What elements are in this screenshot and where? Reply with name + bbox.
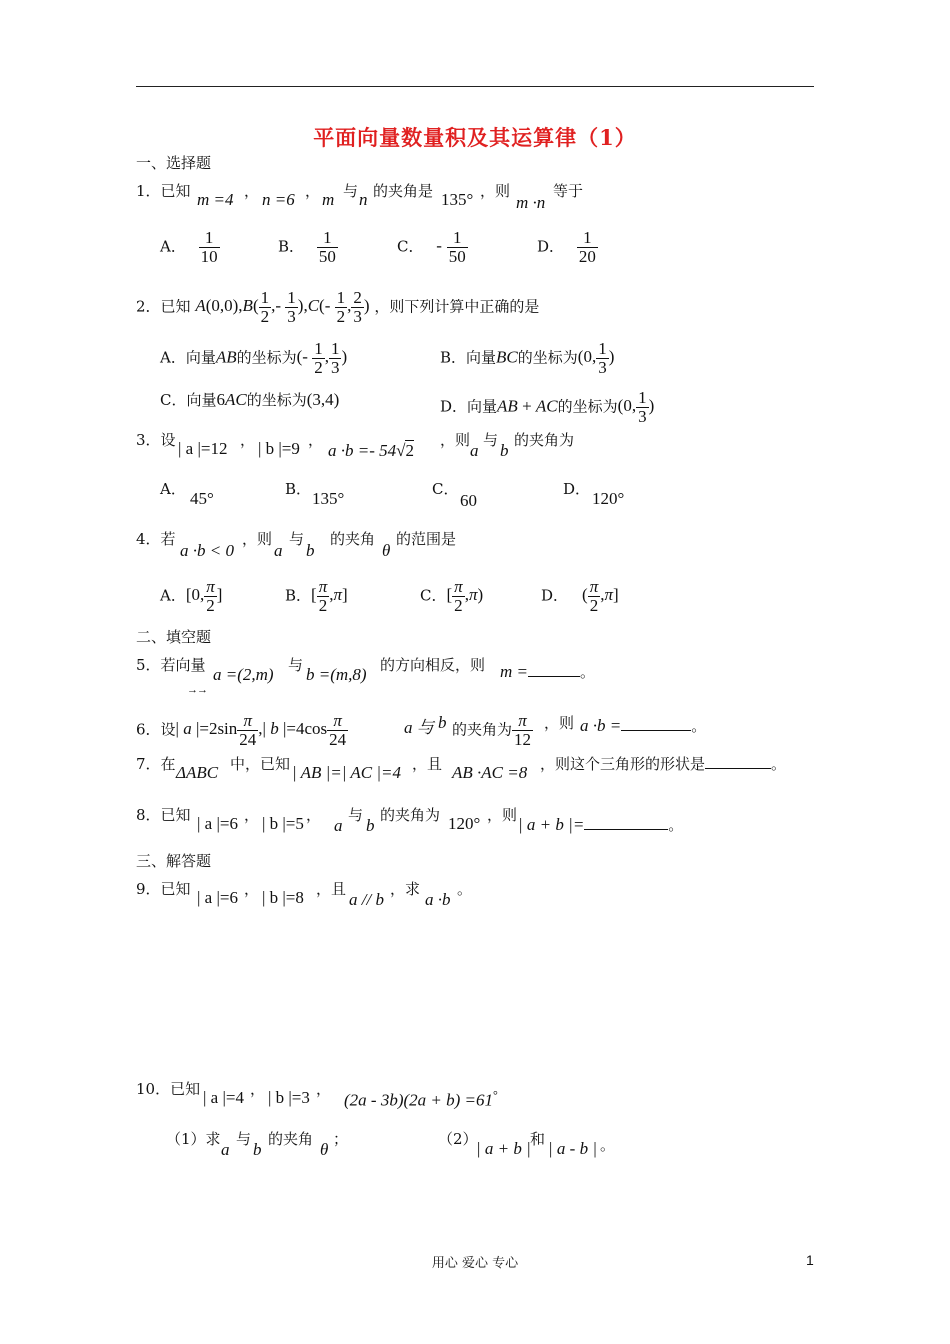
- q10-diff: | a - b |: [548, 1139, 598, 1158]
- q10-end: 。: [600, 1136, 616, 1154]
- q6-b: b: [438, 713, 447, 732]
- q1-option-d[interactable]: D． $\frac{1}{20}$: [537, 228, 596, 266]
- question-3: 3．设: [136, 431, 176, 449]
- q8-b: b: [366, 816, 375, 835]
- q9-qie: ，且: [316, 880, 347, 898]
- q8-answer-line[interactable]: | a + b |= 。: [518, 815, 684, 834]
- q1-option-c[interactable]: C． - $\frac{1}{50}$: [397, 228, 466, 266]
- q3-a-abs: | a |=12: [178, 439, 228, 458]
- q5-tail: 的方向相反，则: [380, 656, 486, 674]
- q1-comma: ，: [244, 182, 260, 200]
- q8-jiajiao: 的夹角为: [380, 806, 441, 824]
- q7-dot: AB ·AC =8: [452, 763, 528, 782]
- q6-answer-line[interactable]: a ·b = 。: [580, 716, 707, 735]
- q1-then: ，则: [480, 182, 511, 200]
- q5-answer-line[interactable]: m = 。: [500, 662, 596, 681]
- q8-a: a: [334, 816, 343, 835]
- q2-option-b[interactable]: B．向量BC的坐标为(0, $\frac{1}{3}$ ): [440, 339, 615, 377]
- q10-semicolon: ；: [333, 1130, 349, 1148]
- top-rule: [136, 86, 814, 87]
- q7-qie: ，且: [412, 755, 443, 773]
- q4-option-c[interactable]: C．[ $\frac{\pi}{2}$ ,π): [420, 577, 484, 615]
- q9-a-abs: | a |=6: [197, 888, 238, 907]
- q10-jiajiao: 的夹角: [268, 1130, 314, 1148]
- q9-end: 。: [457, 880, 473, 898]
- q3-option-d-value: 120°: [592, 489, 625, 508]
- q7-zhong: 中，已知: [230, 755, 291, 773]
- q1-comma: ，: [305, 182, 321, 200]
- q6-yu: a 与: [404, 718, 434, 737]
- q4-option-b[interactable]: B．[ $\frac{\pi}{2}$ ,π]: [285, 577, 348, 615]
- q10-theta: θ: [320, 1140, 329, 1159]
- q10-part-1: （1）求: [166, 1130, 221, 1148]
- q9-dot: a ·b: [425, 890, 451, 909]
- q6-then: ，则: [544, 714, 575, 732]
- q3-option-a[interactable]: A．: [160, 480, 186, 498]
- question-6: 6．设| a |=2sin $\frac{\pi}{24}$ ,| b |=4cos $\frac{\pi}{24}$: [136, 711, 347, 749]
- q3-yu: 与: [483, 431, 499, 449]
- q10-part-2: （2）: [438, 1130, 478, 1148]
- question-7: 7．在: [136, 755, 176, 773]
- q10-b-abs: | b |=3: [268, 1088, 310, 1107]
- q3-comma: ，: [240, 431, 256, 449]
- q10-b: b: [253, 1140, 262, 1159]
- question-1: 1．已知: [136, 182, 191, 200]
- q5-arrows: →→: [187, 684, 207, 696]
- q10-he: 和: [530, 1130, 546, 1148]
- q3-comma: ，: [308, 431, 324, 449]
- q4-a: a: [274, 541, 283, 560]
- q1-option-b[interactable]: B． $\frac{1}{50}$: [278, 228, 336, 266]
- q9-parallel: a // b: [349, 890, 384, 909]
- q4-option-a[interactable]: A．[0, $\frac{\pi}{2}$ ]: [160, 577, 223, 615]
- q10-equation: (2a - 3b)(2a + b) =61°: [344, 1088, 498, 1110]
- q5-a: a =(2,m): [213, 665, 274, 684]
- q3-then: ，则: [440, 431, 471, 449]
- q3-option-c[interactable]: C．: [432, 480, 459, 498]
- section-heading-choice: 一、选择题: [136, 154, 212, 172]
- question-9: 9．已知: [136, 880, 191, 898]
- section-heading-solve: 三、解答题: [136, 852, 212, 870]
- q1-n-abs: n =6: [262, 190, 295, 209]
- q8-comma: ，: [306, 806, 322, 824]
- q3-option-a-value: 45°: [190, 489, 214, 508]
- question-10: 10．已知: [136, 1080, 201, 1098]
- q8-comma: ，: [244, 806, 260, 824]
- q3-b-abs: | b |=9: [258, 439, 300, 458]
- q3-dot: a ·b =- 54√2: [328, 441, 414, 460]
- page-footer: 用心 爱心 专心: [431, 1256, 519, 1271]
- q10-a: a: [221, 1140, 230, 1159]
- q4-cond: a ·b < 0: [180, 541, 234, 560]
- q3-tail: 的夹角为: [514, 431, 575, 449]
- q9-comma: ，: [244, 880, 260, 898]
- q7-tail[interactable]: ，则这个三角形的形状是 。: [540, 755, 787, 773]
- q10-sum: | a + b |: [476, 1139, 531, 1158]
- q5-b: b =(m,8): [306, 665, 367, 684]
- page-number: 1: [806, 1252, 814, 1268]
- q3-option-d[interactable]: D．: [563, 480, 591, 498]
- q1-n: n: [359, 190, 368, 209]
- q1-dengyu: 等于: [553, 182, 584, 200]
- q3-b: b: [500, 441, 509, 460]
- q10-comma: ，: [316, 1080, 332, 1098]
- q4-then: ，则: [242, 530, 273, 548]
- q1-mn: m ·n: [516, 193, 546, 212]
- q7-abs: | AB |=| AC |=4: [292, 763, 402, 782]
- q2-option-a[interactable]: A．向量AB的坐标为(- $\frac{1}{2}$ , $\frac{1}{3}$ ): [160, 339, 348, 377]
- q8-then: ，则: [487, 806, 518, 824]
- q1-jiajiao: 的夹角是: [373, 182, 434, 200]
- q8-b-abs: | b |=5: [262, 814, 304, 833]
- q1-m-abs: m =4: [197, 190, 234, 209]
- q2-option-d[interactable]: D．向量AB + AC的坐标为(0, $\frac{1}{3}$ ): [440, 388, 655, 426]
- q4-tail2: 的范围是: [396, 530, 457, 548]
- q1-angle: 135°: [441, 190, 474, 209]
- q2-points: A(0,0),B( $\frac{1}{2}$ ,- $\frac{1}{3}$ ),C(- $\frac{1}{2}$ , $\frac{2}{3}$ ): [195, 288, 370, 326]
- q10-comma: ，: [250, 1080, 266, 1098]
- q1-option-a[interactable]: A． $\frac{1}{10}$: [160, 228, 218, 266]
- q7-triangle: ΔABC: [176, 763, 219, 782]
- q3-a: a: [470, 441, 479, 460]
- q4-b: b: [306, 541, 315, 560]
- q10-a-abs: | a |=4: [203, 1088, 244, 1107]
- q6-jiajiao: 的夹角为 $\frac{\pi}{12}$: [452, 711, 532, 749]
- q4-theta: θ: [382, 541, 391, 560]
- q9-qiu: ，求: [390, 880, 421, 898]
- q9-b-abs: | b |=8: [262, 888, 304, 907]
- question-4: 4．若: [136, 530, 176, 548]
- q8-yu: 与: [348, 806, 364, 824]
- q8-angle: 120°: [448, 814, 481, 833]
- question-8: 8．已知: [136, 806, 191, 824]
- page-title: 平面向量数量积及其运算律（1）: [313, 125, 637, 150]
- q10-yu: 与: [236, 1130, 252, 1148]
- section-heading-fill: 二、填空题: [136, 628, 212, 646]
- q4-yu: 与: [289, 530, 305, 548]
- question-2: 2．已知 A(0,0),B( $\frac{1}{2}$ ,- $\frac{1}{3}$ ),C(- $\frac{1}{2}$ , $\frac{2}{3}$ ) ，则下列计算中正确的是: [136, 288, 540, 326]
- q8-a-abs: | a |=6: [197, 814, 238, 833]
- question-5: 5．若向量: [136, 656, 206, 674]
- q1-yu: 与: [343, 182, 359, 200]
- q1-m: m: [322, 190, 335, 209]
- q4-option-d[interactable]: D． ( $\frac{\pi}{2}$ ,π]: [541, 577, 619, 615]
- q5-yu: 与: [288, 656, 304, 674]
- q3-option-b[interactable]: B．: [285, 480, 312, 498]
- q3-option-c-value: 60: [460, 491, 477, 510]
- q3-option-b-value: 135°: [312, 489, 345, 508]
- q2-option-c[interactable]: C．向量6AC的坐标为(3,4): [160, 390, 340, 409]
- q4-tail1: 的夹角: [330, 530, 376, 548]
